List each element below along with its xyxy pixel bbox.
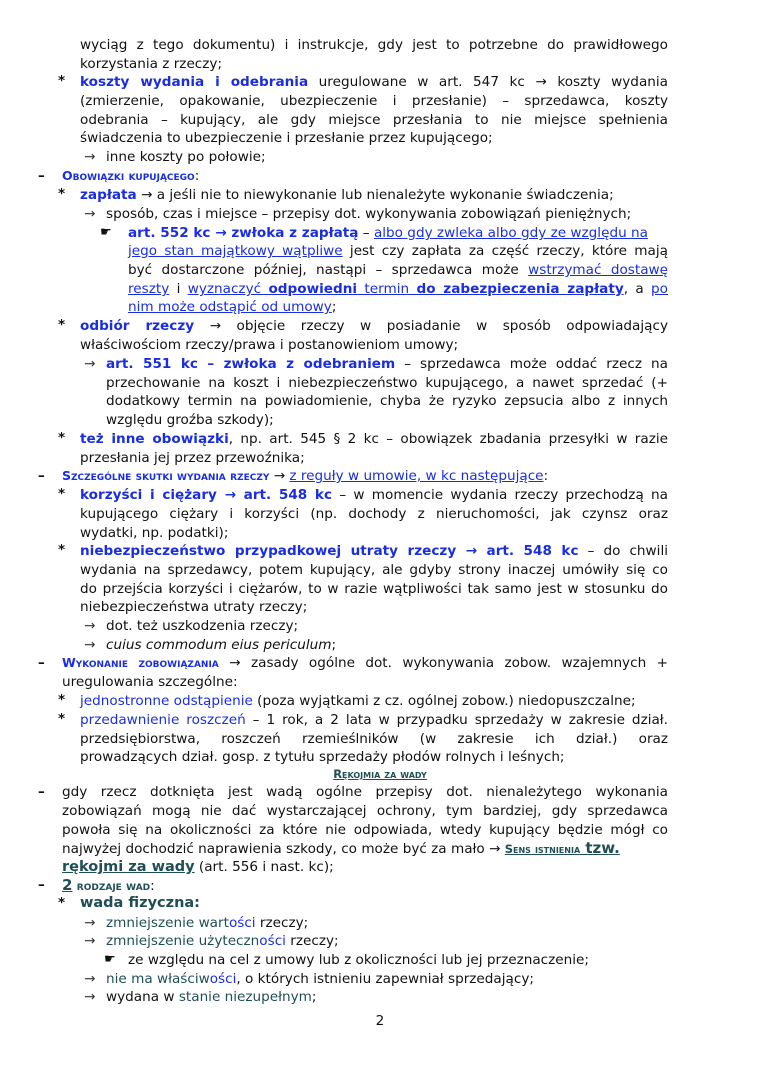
art552-link-4a[interactable]: reszty: [128, 281, 170, 297]
arrow-bullet-icon: →: [84, 356, 96, 372]
arrow-bullet-icon: →: [84, 149, 96, 165]
koszty-term: koszty wydania i odebrania: [80, 74, 309, 90]
asterisk-bullet-icon: *: [58, 486, 66, 502]
niebezp-sub-1: dot. też uszkodzenia rzeczy;: [106, 618, 299, 634]
skutki-heading: Szczególne skutki wydania rzeczy: [62, 468, 270, 483]
wykonanie-line-1-rest: → zasady ogólne dot. wykonywania zobow. wzajemnych +: [218, 655, 668, 671]
rekojmia-para-2: zobowiązań mogą nie dać wystarczającej ochrony, tym bardziej, gdy sprzedawca: [62, 803, 668, 819]
fizyczna-item-3-c: , o których istnieniu zapewniał sprzedający;: [236, 971, 534, 987]
rekojmia-para-4-text: najwyżej dochodzić naprawienia szkody, co może być za mało →: [62, 841, 505, 857]
obowiazki-heading: Obowiązki kupującego: [62, 168, 195, 183]
skutki-arrow: →: [269, 468, 290, 484]
art551-term: art. 551 kc – zwłoka z odebraniem: [106, 356, 396, 372]
pointing-hand-icon: ☛: [104, 952, 116, 967]
arrow-bullet-icon: →: [84, 637, 96, 653]
arrow-bullet-icon: →: [84, 206, 96, 222]
fizyczna-item-3-a: nie ma właściw: [106, 971, 210, 987]
koszty-sub: inne koszty po połowie;: [106, 149, 266, 165]
intro-line-1: wyciąg z tego dokumentu) i instrukcje, gdy jest to potrzebne do prawidłowego: [80, 37, 668, 53]
dash-bullet-icon: –: [38, 784, 45, 800]
rodzaje-wad-line: [62, 876, 155, 896]
asterisk-bullet-icon: *: [58, 895, 66, 911]
art552-line-3: [128, 261, 668, 280]
art551-line-1-rest: – sprzedawca może oddać rzecz na: [395, 356, 668, 372]
dash-bullet-icon: –: [38, 655, 45, 671]
fizyczna-item-4: [106, 988, 317, 1007]
inne-line-2: przesłania jej przez przewoźnika;: [80, 450, 305, 466]
wykonanie-item-1-rest: (poza wyjątkami z cz. ogólnej zobow.) niedopuszczalne;: [252, 693, 636, 709]
koszty-line-2: (zmierzenie, opakowanie, ubezpieczenie i przesłanie) – sprzedawca, koszty: [80, 93, 668, 109]
skutki-heading-line: [62, 467, 548, 486]
korzysci-line-3: wydatki, np. podatki);: [80, 525, 229, 541]
tzw-label: tzw.: [580, 839, 620, 857]
asterisk-bullet-icon: *: [58, 692, 66, 708]
art552-line-3-text: być dostarczone później, nastąpi – sprzedawca może: [128, 262, 529, 278]
arrow-bullet-icon: →: [84, 971, 96, 987]
wykonanie-heading: Wykonanie zobowiązania: [62, 655, 219, 670]
koszty-line-3: odebrania – kupujący, ale gdy miejsce przesłania to nie miejsce spełnienia: [80, 112, 668, 128]
rekojmia-para-4: [62, 839, 620, 859]
obowiazki-colon: :: [194, 168, 200, 184]
odbior-line-1-rest: → objęcie rzeczy w posiadanie w sposób odpowiadający: [194, 318, 668, 334]
art552-line-4-c: , a: [623, 281, 652, 297]
sens-istnienia: Sens istnienia: [504, 842, 581, 856]
fizyczna-item-3-b: ości: [209, 971, 237, 987]
koszty-line-4: świadczenia to ubezpieczenie i przesłanie przez kupującego;: [80, 130, 493, 146]
asterisk-bullet-icon: *: [58, 73, 66, 89]
wykonanie-item-1: [80, 692, 636, 711]
korzysci-line-1-rest: – w momencie wydania rzeczy przechodzą na: [332, 487, 668, 503]
jednostronne-odstapienie: jednostronne odstąpienie: [80, 693, 253, 709]
art552-line-5-end: ;: [331, 299, 337, 315]
art552-line-5: [128, 298, 336, 317]
art552-link-3[interactable]: wstrzymać dostawę: [528, 262, 668, 278]
art552-dash: –: [358, 225, 374, 241]
fizyczna-item-3: [106, 970, 534, 989]
arrow-bullet-icon: →: [84, 915, 96, 931]
zaplata-line: [80, 186, 614, 205]
koszty-line-1-rest: uregulowane w art. 547 kc → koszty wydania: [308, 74, 668, 90]
rekojmia-para-1: gdy rzecz dotknięta jest wadą ogólne przepisy dot. nienależytego wykonania: [62, 784, 668, 800]
odbior-line-2: właściwościom rzeczy/prawa i postanowieniom umowy;: [80, 337, 459, 353]
latin-maxim: cuius commodum eius periculum: [106, 637, 332, 653]
inne-term: też inne obowiązki: [80, 431, 229, 447]
niebezp-line-1: [80, 542, 668, 561]
art552-line-4: [128, 280, 668, 299]
dash-bullet-icon: –: [38, 168, 45, 184]
art551-line-1: [106, 355, 668, 374]
niebezp-line-2: wydania na sprzedawcy, potem kupujący, ale gdyby strony inaczej umówiły się co: [80, 562, 668, 578]
fizyczna-item-2: [106, 932, 339, 951]
art552-line-4-i: i: [169, 281, 188, 297]
dash-bullet-icon: –: [38, 468, 45, 484]
fizyczna-item-4-b: stanie niezupełnym: [178, 989, 312, 1005]
rekojmia-para-5-rest: (art. 556 i nast. kc);: [194, 859, 334, 875]
wykonanie-item-2-line-3: prowadzących dział. gosp. z tytułu sprzedaży płodów rolnych i leśnych;: [80, 749, 565, 765]
fizyczna-item-1-b: ości: [228, 915, 256, 931]
asterisk-bullet-icon: *: [58, 711, 66, 727]
niebezp-line-4: niebezpieczeństwa utraty rzeczy;: [80, 599, 308, 615]
inne-line-1: [80, 430, 668, 449]
art552-line-2: [128, 242, 668, 261]
art552-link-2[interactable]: jego stan majątkowy wątpliwe: [128, 243, 343, 259]
fizyczna-item-2-sub: ze względu na cel z umowy lub z okoliczności lub jej przeznaczenie;: [128, 952, 589, 968]
fizyczna-item-1: [106, 914, 308, 933]
intro-line-2: korzystania z rzeczy;: [80, 56, 223, 72]
rodzaje-number: 2: [62, 876, 73, 894]
arrow-bullet-icon: →: [84, 618, 96, 634]
odbior-term: odbiór rzeczy: [80, 318, 195, 334]
art552-link-1[interactable]: albo gdy zwleka albo gdy ze względu na: [373, 225, 648, 241]
wykonanie-item-2: [80, 711, 668, 730]
art551-line-2: przechowanie na koszt i niebezpieczeństwo kupującego, a nawet sprzedać (+: [106, 375, 668, 391]
przedawnienie-roszczen: przedawnienie roszczeń: [80, 712, 246, 728]
rekojmia-para-5: [62, 858, 334, 877]
niebezp-term: niebezpieczeństwo przypadkowej utraty rzeczy → art. 548 kc: [80, 543, 579, 559]
arrow-bullet-icon: →: [84, 989, 96, 1005]
skutki-colon: :: [543, 468, 549, 484]
art552-odpowiedni[interactable]: odpowiedni: [268, 281, 358, 297]
niebezp-sub-2: [106, 636, 336, 655]
asterisk-bullet-icon: *: [58, 317, 66, 333]
inne-line-1-rest: , np. art. 545 § 2 kc – obowiązek zbadania przesyłki w razie: [228, 431, 668, 447]
art552-link-4b[interactable]: wyznaczyć: [187, 281, 269, 297]
zaplata-sub: sposób, czas i miejsce – przepisy dot. wykonywania zobowiązań pieniężnych;: [106, 206, 632, 222]
korzysci-term: korzyści i ciężary → art. 548 kc: [80, 487, 333, 503]
art552-termin[interactable]: termin: [357, 281, 417, 297]
page-number: 2: [375, 1013, 385, 1029]
asterisk-bullet-icon: *: [58, 430, 66, 446]
zaplata-rest: → a jeśli nie to niewykonanie lub nienależyte wykonanie świadczenia;: [136, 187, 614, 203]
fizyczna-item-2-b: ości: [259, 933, 286, 949]
wykonanie-line-1: [62, 654, 668, 673]
korzysci-line-2: kupującego ciężary i korzyści (np. dochody z nieruchomości, jak czynsz oraz: [80, 506, 668, 522]
wykonanie-item-2-line-2: przedsiębiorstwa, roszczeń rzemieślników (w zakresie ich dział.) oraz: [80, 731, 668, 747]
dash-bullet-icon: –: [38, 877, 45, 893]
wykonanie-line-2: uregulowania szczególne:: [62, 674, 238, 690]
latin-maxim-end: ;: [331, 637, 337, 653]
fizyczna-item-1-a: zmniejszenie wart: [106, 915, 229, 931]
niebezp-line-1-rest: – do chwili: [578, 543, 668, 559]
fizyczna-item-4-c: ;: [311, 989, 317, 1005]
wykonanie-item-2-rest: – 1 rok, a 2 lata w przypadku sprzedaży w zakresie dział.: [245, 712, 668, 728]
art552-term: art. 552 kc → zwłoka z zapłatą: [128, 225, 359, 241]
art551-line-4: względu groźba szkody);: [106, 412, 274, 428]
art552-line-1: [128, 224, 648, 243]
fizyczna-item-1-c: rzeczy;: [255, 915, 309, 931]
art552-link-4c[interactable]: po: [651, 281, 668, 297]
rodzaje-wad-label: rodzaje wad: [72, 878, 151, 893]
art552-zabezpieczenie[interactable]: do zabezpieczenia zapłaty: [416, 281, 624, 297]
fizyczna-item-2-c: rzeczy;: [285, 933, 339, 949]
arrow-bullet-icon: →: [84, 933, 96, 949]
skutki-rest: z reguły w umowie, w kc następujące: [289, 468, 544, 484]
art552-line-2-rest: jest czy zapłata za część rzeczy, które mają: [342, 243, 668, 259]
fizyczna-item-2-a: zmniejszenie użyteczn: [106, 933, 260, 949]
pointing-hand-icon: ☛: [100, 225, 112, 240]
rekojmia-title: Rękojmia za wady: [333, 767, 427, 781]
rekojmia-para-3: powoła się na okoliczności za które nie odpowiada, wtedy kupujący będzie mógł co: [62, 822, 668, 838]
wada-fizyczna: wada fizyczna:: [80, 895, 200, 911]
asterisk-bullet-icon: *: [58, 186, 66, 202]
odbior-line-1: [80, 317, 668, 336]
obowiazki-heading-line: [62, 167, 199, 186]
korzysci-line-1: [80, 486, 668, 505]
art551-line-3: dodatkowy termin na powiadomienie, chyba że ryzyko zepsucia albo z innych: [106, 393, 668, 409]
rodzaje-colon: :: [150, 878, 155, 894]
asterisk-bullet-icon: *: [58, 542, 66, 558]
fizyczna-item-4-a: wydana w: [106, 989, 179, 1005]
niebezp-line-3: do przejścia korzyści i ciężarów, to w razie wątpliwości tak samo jest w stosunku do: [80, 581, 668, 597]
zaplata-term: zapłata: [80, 187, 137, 203]
koszty-line-1: [80, 73, 668, 92]
art552-link-5[interactable]: nim może odstąpić od umowy: [128, 299, 332, 315]
rekojmi-za-wady: rękojmi za wady: [62, 859, 195, 875]
